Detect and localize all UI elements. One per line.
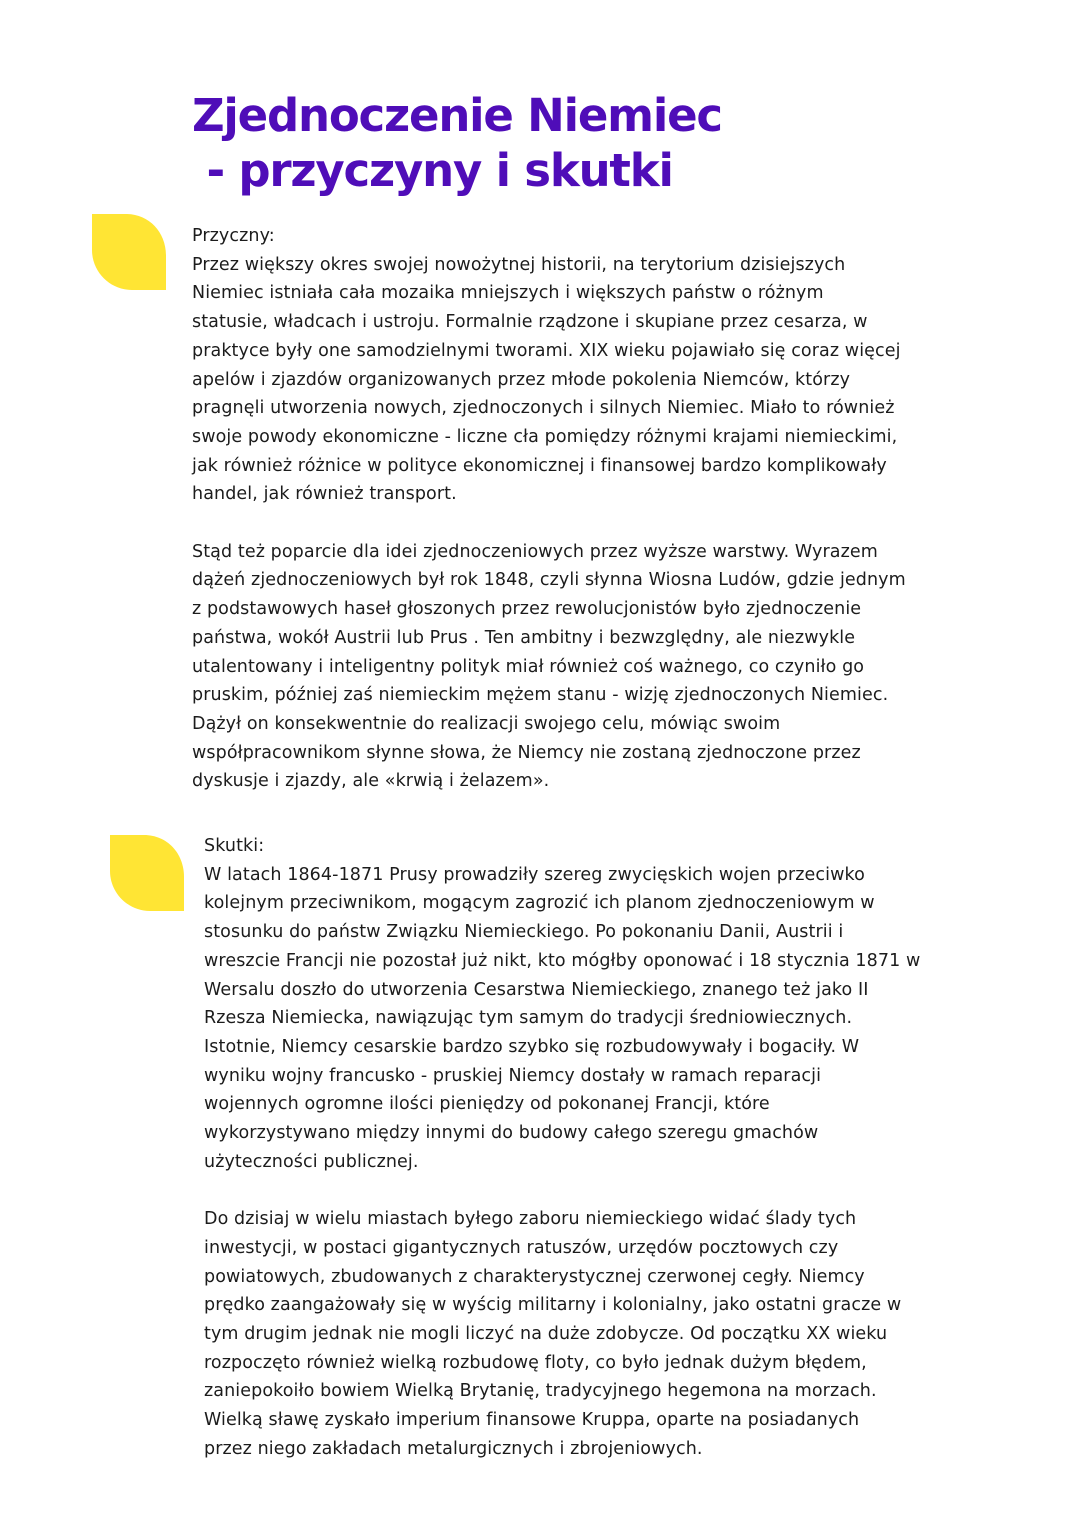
- text-line: zaniepokoiło bowiem Wielką Brytanię, tradycyjnego hegemona na morzach.: [204, 1381, 877, 1402]
- title-line-2: - przyczyny i skutki: [192, 144, 673, 197]
- text-line: Stąd też poparcie dla idei zjednoczeniowych przez wyższe warstwy. Wyrazem: [192, 541, 878, 562]
- text-line: jak również różnice w polityce ekonomicznej i finansowej bardzo komplikowały: [192, 455, 887, 476]
- text-line: Istotnie, Niemcy cesarskie bardzo szybko się rozbudowywały i bogaciły. W: [204, 1036, 860, 1057]
- text-line: W latach 1864-1871 Prusy prowadziły szereg zwycięskich wojen przeciwko: [204, 864, 865, 885]
- text-line: statusie, władcach i ustroju. Formalnie rządzone i skupiane przez cesarza, w: [192, 312, 868, 333]
- text-line: rozpoczęto również wielką rozbudowę floty, co było jednak dużym błędem,: [204, 1352, 867, 1373]
- text-line: prędko zaangażowały się w wyścig militarny i kolonialny, jako ostatni gracze w: [204, 1295, 902, 1316]
- text-line: Rzesza Niemiecka, nawiązując tym samym do tradycji średniowiecznych.: [204, 1008, 853, 1029]
- text-line: Wersalu doszło do utworzenia Cesarstwa Niemieckiego, znanego też jako II: [204, 979, 869, 1000]
- text-line: apelów i zjazdów organizowanych przez młode pokolenia Niemców, którzy: [192, 369, 851, 390]
- causes-section: [192, 222, 906, 796]
- paragraph-gap: [192, 509, 906, 538]
- page-title: [192, 88, 722, 198]
- text-line: Dążył on konsekwentnie do realizacji swojego celu, mówiąc swoim: [192, 713, 781, 734]
- text-line: powiatowych, zbudowanych z charakterystycznej czerwonej cegły. Niemcy: [204, 1266, 865, 1287]
- title-line-1: Zjednoczenie Niemiec: [192, 89, 722, 142]
- text-line: z podstawowych haseł głoszonych przez rewolucjonistów było zjednoczenie: [192, 599, 862, 620]
- text-line: utalentowany i inteligentny polityk miał również coś ważnego, co czyniło go: [192, 656, 865, 677]
- text-line: kolejnym przeciwnikom, mogącym zagrozić ich planom zjednoczeniowym w: [204, 893, 875, 914]
- causes-heading: Przyczny:: [192, 226, 275, 246]
- text-line: dyskusje i zjazdy, ale «krwią i żelazem».: [192, 771, 550, 792]
- text-line: wykorzystywano między innymi do budowy całego szeregu gmachów: [204, 1123, 819, 1144]
- leaf-icon-causes: [92, 214, 166, 290]
- leaf-icon-effects: [110, 835, 184, 911]
- effects-section: [204, 832, 920, 1463]
- text-line: handel, jak również transport.: [192, 484, 457, 505]
- text-line: praktyce były one samodzielnymi tworami. XIX wieku pojawiało się coraz więcej: [192, 340, 901, 361]
- paragraph-gap: [204, 1176, 920, 1205]
- text-line: Do dzisiaj w wielu miastach byłego zaboru niemieckiego widać ślady tych: [204, 1209, 857, 1230]
- text-line: wyniku wojny francusko - pruskiej Niemcy dostały w ramach reparacji: [204, 1065, 822, 1086]
- text-line: swoje powody ekonomiczne - liczne cła pomiędzy różnymi krajami niemieckimi,: [192, 426, 898, 447]
- text-line: współpracownikom słynne słowa, że Niemcy nie zostaną zjednoczone przez: [192, 742, 861, 763]
- text-line: pruskim, później zaś niemieckim mężem stanu - wizję zjednoczonych Niemiec.: [192, 685, 889, 706]
- text-line: wojennych ogromne ilości pieniędzy od pokonanej Francji, które: [204, 1094, 770, 1115]
- effects-heading: Skutki:: [204, 836, 265, 856]
- text-line: dążeń zjednoczeniowych był rok 1848, czyli słynna Wiosna Ludów, gdzie jednym: [192, 570, 906, 591]
- text-line: Przez większy okres swojej nowożytnej historii, na terytorium dzisiejszych: [192, 254, 846, 275]
- text-line: Niemiec istniała cała mozaika mniejszych i większych państw o różnym: [192, 283, 824, 304]
- text-line: wreszcie Francji nie pozostał już nikt, kto mógłby oponować i 18 stycznia 1871 w: [204, 950, 921, 971]
- text-line: Wielką sławę zyskało imperium finansowe Kruppa, oparte na posiadanych: [204, 1410, 860, 1431]
- text-line: stosunku do państw Związku Niemieckiego. Po pokonaniu Danii, Austrii i: [204, 922, 844, 943]
- text-line: pragnęli utworzenia nowych, zjednoczonych i silnych Niemiec. Miało to również: [192, 398, 895, 419]
- text-line: przez niego zakładach metalurgicznych i zbrojeniowych.: [204, 1438, 703, 1459]
- text-line: państwa, wokół Austrii lub Prus . Ten ambitny i bezwzględny, ale niezwykle: [192, 627, 856, 648]
- text-line: tym drugim jednak nie mogli liczyć na duże zdobycze. Od początku XX wieku: [204, 1323, 888, 1344]
- text-line: użyteczności publicznej.: [204, 1151, 419, 1172]
- text-line: inwestycji, w postaci gigantycznych ratuszów, urzędów pocztowych czy: [204, 1237, 839, 1258]
